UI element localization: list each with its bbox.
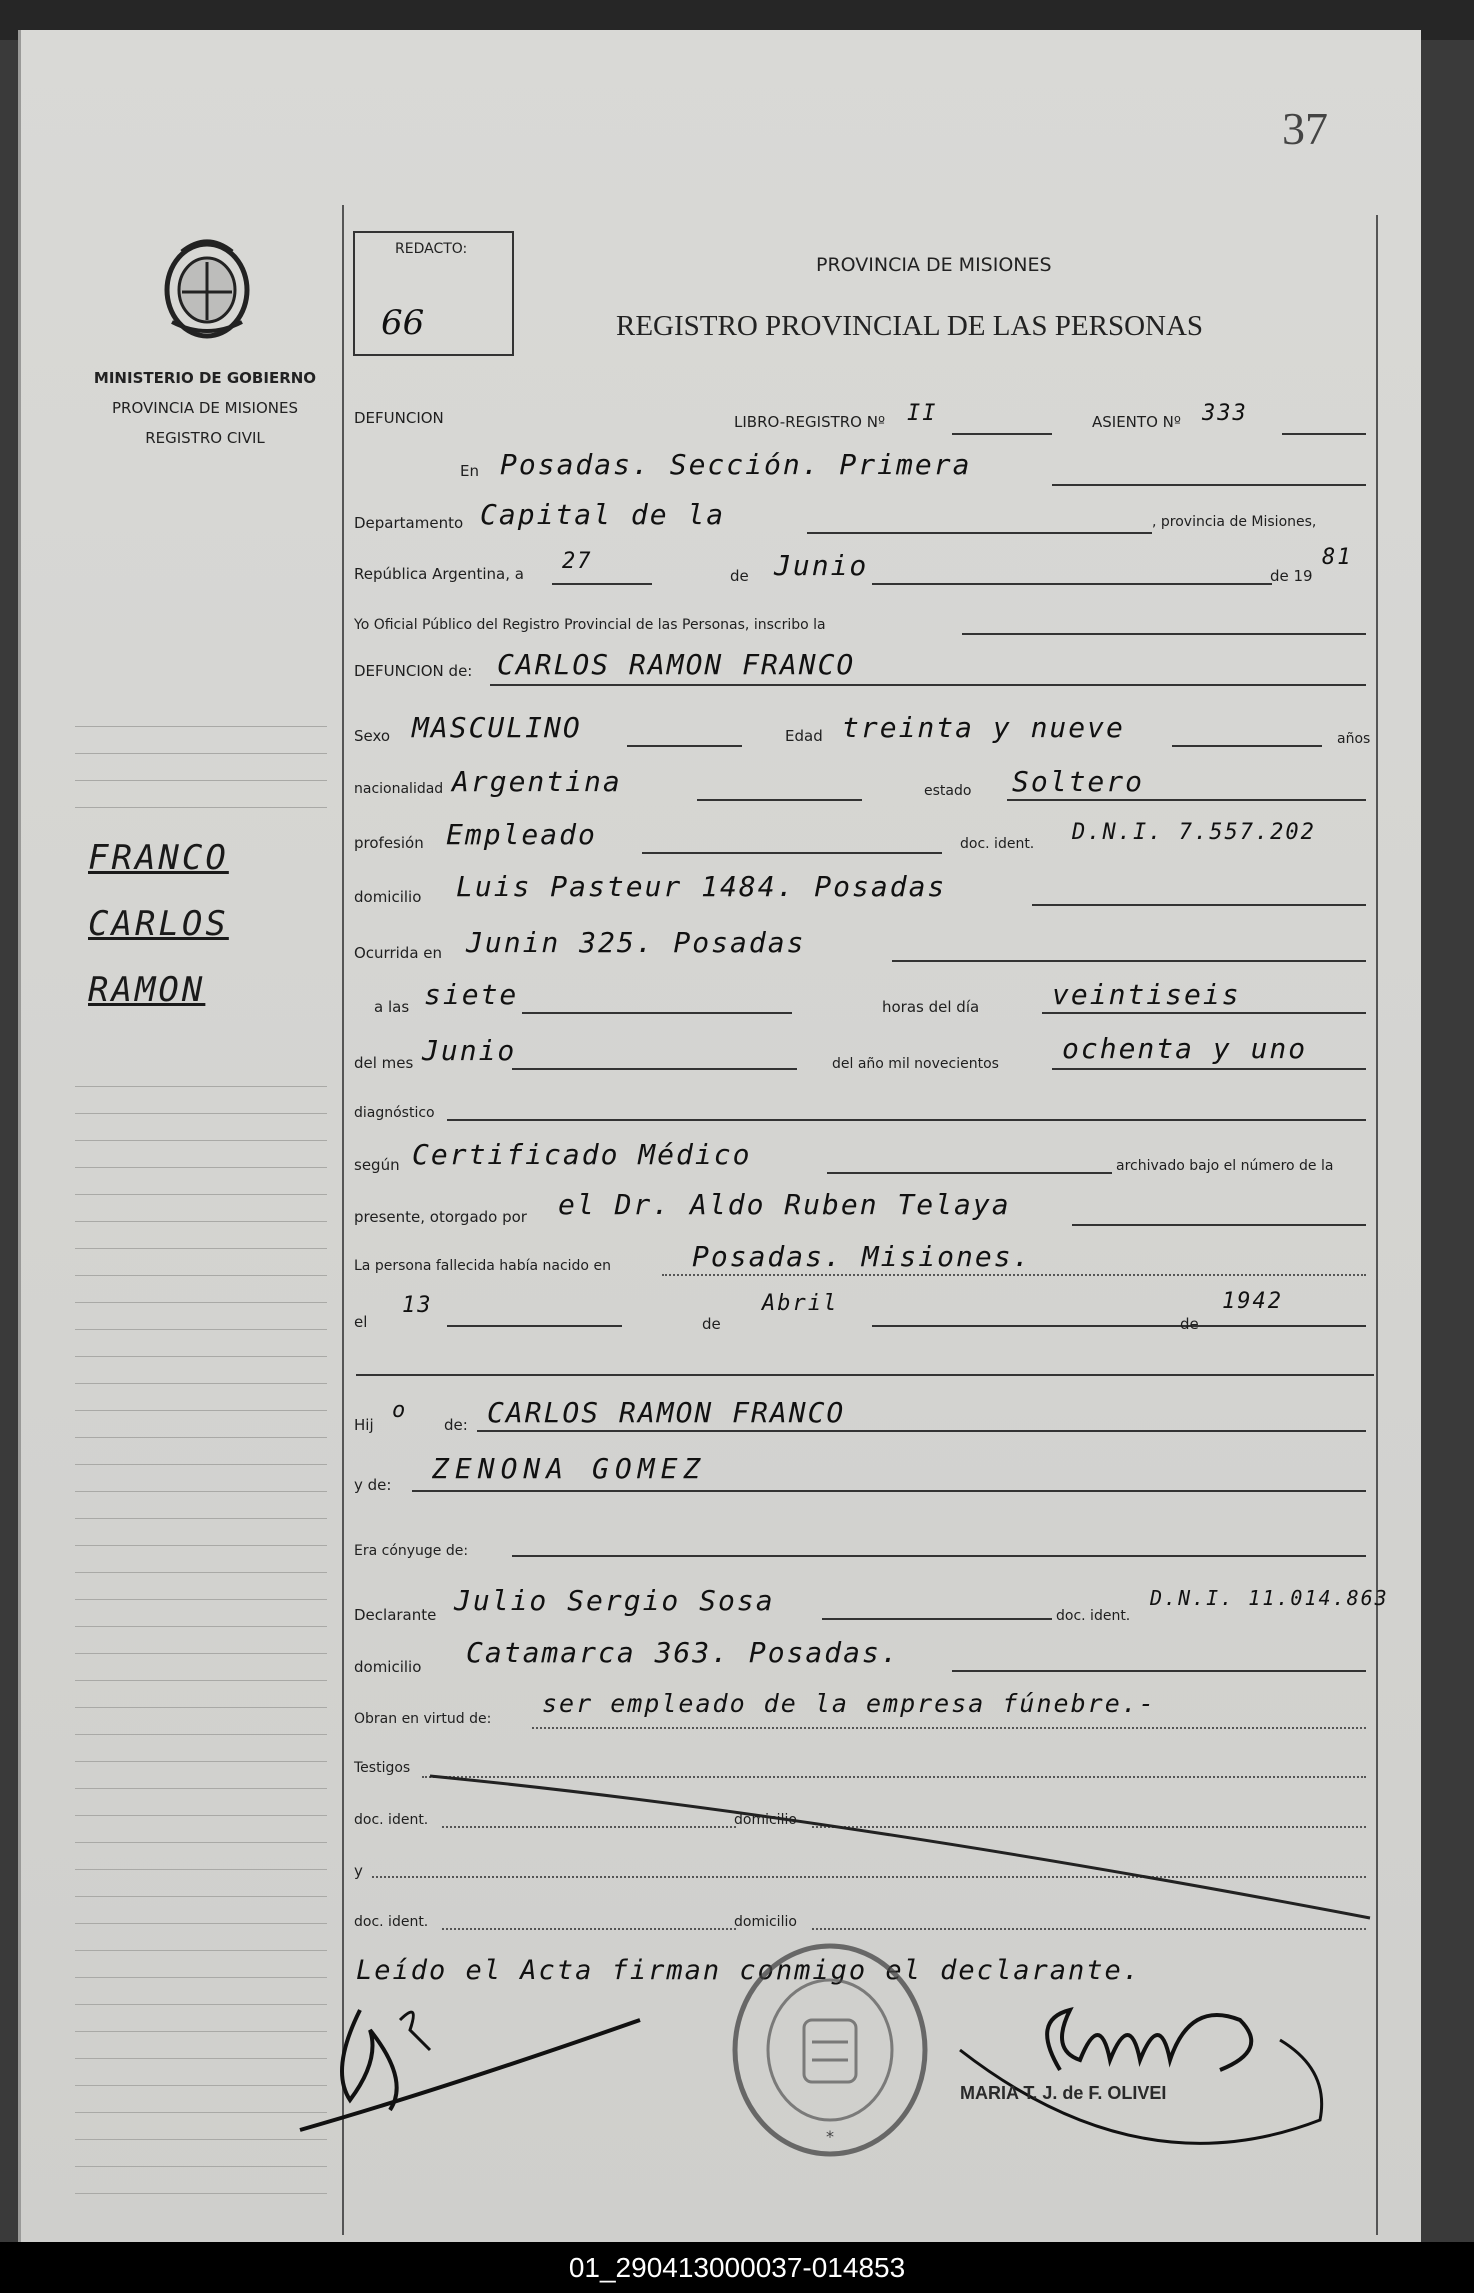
alas-value: siete [424,978,519,1011]
decl-dom-label: domicilio [354,1658,422,1676]
presente-underline [1072,1224,1366,1226]
nacionalidad-underline [697,799,862,801]
row-obran [352,1689,1374,1735]
anomil-label: del año mil novecientos [832,1056,999,1072]
delmes-value: Junio [422,1034,517,1067]
libro-label: LIBRO-REGISTRO Nº [734,413,886,431]
horas-label: horas del día [882,998,980,1016]
domicilio-label: domicilio [354,888,422,906]
nac-anio-underline [1212,1325,1366,1327]
row-hora [352,978,1374,1022]
row-diagnostico [352,1095,1374,1135]
edad-value: treinta y nueve [842,711,1125,744]
segun-label: según [354,1156,400,1174]
row-departamento [352,500,1374,540]
de-label: de [730,567,749,585]
oficial-text: Yo Oficial Público del Registro Provincial de las Personas, inscribo la [354,617,826,633]
departamento-label: Departamento [354,514,464,532]
nacido-underline [662,1274,1366,1276]
presente-label: presente, otorgado por [354,1208,527,1226]
ocurrida-label: Ocurrida en [354,944,443,962]
margin-surname: FRANCO [88,838,229,878]
republica-label: República Argentina, a [354,565,524,583]
anomil-value: ochenta y uno [1062,1032,1308,1065]
yde-value: ZENONA GOMEZ [432,1452,707,1485]
row-decl-domicilio [352,1636,1374,1680]
delmes-underline [512,1068,797,1070]
defuncion-de-underline [490,684,1366,686]
witness-cancel-stroke [430,1770,1380,1920]
nacionalidad-label: nacionalidad [354,781,444,797]
right-border-line [1376,215,1378,2235]
officer-name-stamp: MARIA T. J. de F. OLIVEI [960,2083,1167,2103]
profesion-underline [642,852,942,854]
t2-doc-line [442,1928,736,1930]
hijo-de-label: de: [444,1416,468,1434]
page-number: 37 [1282,103,1328,154]
obran-value: ser empleado de la empresa fúnebre.- [542,1689,1156,1718]
asiento-underline [1282,433,1366,435]
blank-line [356,1374,1374,1376]
closing-text: Leído el Acta firman conmigo el declarante. [356,1955,1141,1986]
declarante-label: Declarante [354,1606,437,1624]
province-header: PROVINCIA DE MISIONES [816,254,1052,276]
segun-underline [827,1172,1112,1174]
row-nacimiento-fecha [352,1289,1374,1337]
svg-text:*: * [826,2127,834,2146]
row-domicilio [352,870,1374,910]
ocurrida-value: Junin 325. Posadas [466,926,806,959]
defuncion-de-label: DEFUNCION de: [354,662,473,680]
decl-doc-value: D.N.I. 11.014.863 [1150,1586,1389,1610]
profesion-label: profesión [354,834,424,852]
left-border-line [342,205,344,2235]
sexo-label: Sexo [354,727,391,745]
nacido-value: Posadas. Misiones. [692,1240,1032,1273]
obran-label: Obran en virtud de: [354,1711,492,1727]
de19-label: de 19 [1270,567,1313,585]
declarante-underline [822,1618,1052,1620]
officer-signature [940,1990,1340,2150]
anomil-underline [1052,1068,1366,1070]
yde-label: y de: [354,1476,392,1494]
estado-label: estado [924,783,972,799]
domicilio-value: Luis Pasteur 1484. Posadas [456,870,947,903]
row-madre [352,1452,1374,1498]
departamento-value: Capital de la [480,498,726,531]
presente-value: el Dr. Aldo Ruben Telaya [558,1188,1011,1221]
alas-label: a las [374,998,410,1016]
declarant-signature [290,1990,660,2140]
doc-label: doc. ident. [960,836,1035,852]
registry-stamp [730,1942,930,2157]
decl-doc-label: doc. ident. [1056,1608,1131,1624]
row-ocurrida [352,928,1374,968]
margin-first-name: CARLOS [88,904,229,944]
diagnostico-underline [447,1119,1366,1121]
libro-value: II [907,401,938,426]
conyuge-label: Era cónyuge de: [354,1543,469,1559]
segun-value: Certificado Médico [412,1138,752,1171]
en-underline [1052,484,1366,486]
estado-underline [1007,799,1366,801]
t2-dom-line [812,1928,1366,1930]
hijo-label: Hij [354,1416,374,1434]
horas-value: veintiseis [1052,978,1241,1011]
hijo-suffix: o [392,1398,408,1423]
nac-anio: 1942 [1222,1289,1283,1314]
dia-underline [552,583,652,585]
redacto-value: 66 [381,303,425,343]
nac-dia: 13 [402,1293,433,1318]
departamento-underline [807,532,1152,534]
decl-dom-underline [952,1670,1366,1672]
archivado-label: archivado bajo el número de la [1116,1158,1334,1174]
ministry-line-1: MINISTERIO DE GOBIERNO [93,369,317,387]
doc-value: D.N.I. 7.557.202 [1072,820,1316,845]
row-declarante [352,1584,1389,1628]
mes-value: Junio [774,549,869,582]
row-nacido [352,1240,1374,1280]
en-value: Posadas. Sección. Primera [500,448,972,481]
nac-mes: Abril [762,1291,839,1316]
domicilio-underline [1032,904,1366,906]
edad-underline [1172,745,1322,747]
y-label: y [354,1862,363,1880]
el-label: el [354,1313,368,1331]
row-fecha [352,545,1374,593]
redacto-box [353,231,514,356]
asiento-value: 333 [1202,401,1248,426]
row-sexo [352,713,1374,753]
nacionalidad-value: Argentina [452,765,622,798]
oficial-underline [962,633,1366,635]
estado-value: Soltero [1012,765,1145,798]
row-oficial [352,605,1374,645]
defuncion-label: DEFUNCION [354,409,444,427]
t-dom-label: domicilio [734,1812,797,1828]
nac-de-label: de [702,1315,721,1333]
edad-label: Edad [785,727,823,745]
diagnostico-label: diagnóstico [354,1105,435,1121]
hijo-underline [477,1430,1366,1432]
row-segun [352,1138,1374,1182]
profesion-value: Empleado [446,818,597,851]
obran-underline [532,1727,1366,1729]
nacido-label: La persona fallecida había nacido en [354,1258,611,1274]
nac-de2-label: de [1180,1315,1199,1333]
horas-underline [1042,1012,1366,1014]
yde-underline [412,1490,1366,1492]
row-defuncion-de [352,648,1374,688]
ministry-line-3: REGISTRO CIVIL [145,429,265,447]
scan-id-footer: 01_290413000037-014853 [0,2242,1474,2293]
anio-value: 81 [1322,545,1353,570]
margin-second-name: RAMON [88,970,206,1010]
t-doc-label: doc. ident. [354,1812,429,1828]
margin-names [88,838,229,1036]
coat-of-arms-seal [152,232,262,342]
en-label: En [460,462,479,480]
conyuge-underline [512,1555,1366,1557]
row-hijo [352,1398,1374,1438]
dia-value: 27 [562,549,593,574]
testigos-label: Testigos [354,1760,411,1776]
mes-underline [872,583,1272,585]
redacto-label: REDACTO: [395,241,468,257]
asiento-label: ASIENTO Nº [1092,413,1181,431]
margin-ruled-lines-top [75,700,327,820]
provincia-label: , provincia de Misiones, [1152,514,1317,530]
row-en [352,450,1374,490]
nac-dia-underline [447,1325,622,1327]
libro-underline [952,433,1052,435]
hijo-value: CARLOS RAMON FRANCO [487,1396,846,1429]
delmes-label: del mes [354,1054,414,1072]
anos-label: años [1337,731,1371,747]
row-mes [352,1032,1374,1078]
ministry-header [70,363,340,453]
t2-doc-label: doc. ident. [354,1914,429,1930]
t2-dom-label: domicilio [734,1914,797,1930]
row-libro [352,401,1374,445]
ocurrida-underline [892,960,1366,962]
row-nacionalidad [352,767,1374,807]
row-profesion [352,820,1374,860]
declarante-value: Julio Sergio Sosa [454,1584,775,1617]
ministry-line-2: PROVINCIA DE MISIONES [112,399,298,417]
alas-underline [522,1012,792,1014]
registry-title: REGISTRO PROVINCIAL DE LAS PERSONAS [616,310,1204,342]
row-presente [352,1188,1374,1232]
row-conyuge [352,1535,1374,1575]
defuncion-de-value: CARLOS RAMON FRANCO [497,648,856,681]
sexo-value: MASCULINO [412,711,582,744]
decl-dom-value: Catamarca 363. Posadas. [466,1636,900,1669]
sexo-underline [627,745,742,747]
